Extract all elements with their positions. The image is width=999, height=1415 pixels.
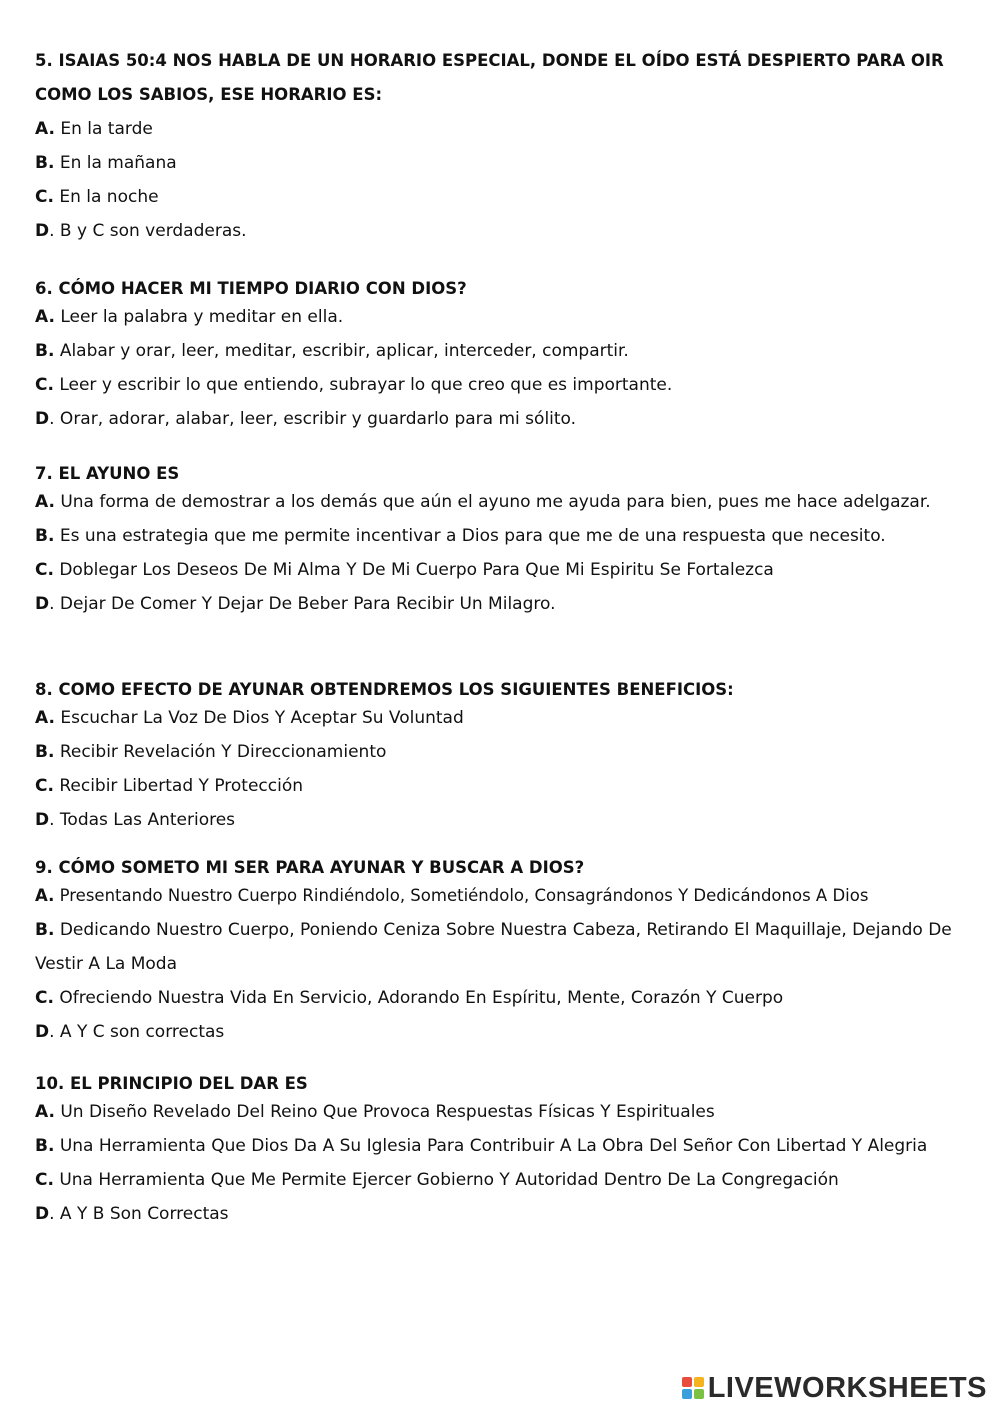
option-c[interactable]: C. Recibir Libertad Y Protección (35, 776, 304, 796)
option-c[interactable]: C. Doblegar Los Deseos De Mi Alma Y De Mi Cuerpo Para Que Mi Espiritu Se Fortalezca (35, 560, 774, 580)
option-a[interactable]: A. Un Diseño Revelado Del Reino Que Provoca Respuestas Físicas Y Espirituales (35, 1102, 715, 1122)
option-d[interactable]: D. Todas Las Anteriores (35, 810, 236, 830)
question-6 (35, 278, 975, 436)
question-10 (35, 1073, 975, 1231)
option-b[interactable]: B. Recibir Revelación Y Direccionamiento (35, 742, 387, 762)
option-c[interactable]: C. Leer y escribir lo que entiendo, subrayar lo que creo que es importante. (35, 375, 673, 395)
option-a[interactable]: A. Presentando Nuestro Cuerpo Rindiéndolo, Sometiéndolo, Consagrándonos Y Dedicándonos A Dios (35, 886, 869, 905)
question-title: 9. CÓMO SOMETO MI SER PARA AYUNAR Y BUSCAR A DIOS? (35, 858, 585, 877)
option-c[interactable]: C. Una Herramienta Que Me Permite Ejercer Gobierno Y Autoridad Dentro De La Congregación (35, 1170, 839, 1190)
question-8 (35, 679, 975, 837)
option-d[interactable]: D. A Y C son correctas (35, 1022, 225, 1042)
option-b[interactable]: B. En la mañana (35, 153, 177, 173)
option-c[interactable]: C. Ofreciendo Nuestra Vida En Servicio, Adorando En Espíritu, Mente, Corazón Y Cuerpo (35, 988, 784, 1008)
question-7 (35, 463, 975, 621)
logo-blocks-icon (682, 1377, 704, 1399)
logo-block (682, 1377, 692, 1387)
question-title: 6. CÓMO HACER MI TIEMPO DIARIO CON DIOS? (35, 279, 467, 298)
question-title: 5. ISAIAS 50:4 NOS HABLA DE UN HORARIO ESPECIAL, DONDE EL OÍDO ESTÁ DESPIERTO PARA OIR COMO LOS SABIOS, ESE HORARIO ES: (35, 51, 944, 104)
question-title: 10. EL PRINCIPIO DEL DAR ES (35, 1074, 308, 1093)
option-a[interactable]: A. Leer la palabra y meditar en ella. (35, 307, 344, 327)
question-5 (35, 44, 975, 248)
logo-block (682, 1389, 692, 1399)
option-a[interactable]: A. Escuchar La Voz De Dios Y Aceptar Su Voluntad (35, 708, 464, 728)
liveworksheets-logo[interactable] (682, 1373, 987, 1403)
logo-text: LIVEWORKSHEETS (707, 1371, 987, 1404)
option-d[interactable]: D. Orar, adorar, alabar, leer, escribir y guardarlo para mi sólito. (35, 409, 577, 429)
option-b[interactable]: B. Dedicando Nuestro Cuerpo, Poniendo Ceniza Sobre Nuestra Cabeza, Retirando El Maquillaje, Dejando De Vestir A La Moda (35, 920, 952, 974)
question-title: 8. COMO EFECTO DE AYUNAR OBTENDREMOS LOS SIGUIENTES BENEFICIOS: (35, 680, 734, 699)
logo-block (694, 1389, 704, 1399)
question-9 (35, 857, 975, 1049)
option-b[interactable]: B. Alabar y orar, leer, meditar, escribir, aplicar, interceder, compartir. (35, 341, 629, 361)
option-c[interactable]: C. En la noche (35, 187, 159, 207)
option-a[interactable]: A. En la tarde (35, 119, 153, 139)
option-b[interactable]: B. Es una estrategia que me permite incentivar a Dios para que me de una respuesta que necesito. (35, 526, 886, 546)
option-b[interactable]: B. Una Herramienta Que Dios Da A Su Iglesia Para Contribuir A La Obra Del Señor Con Libertad Y Alegria (35, 1136, 928, 1156)
question-title: 7. EL AYUNO ES (35, 464, 180, 483)
option-a[interactable]: A. Una forma de demostrar a los demás que aún el ayuno me ayuda para bien, pues me hace adelgazar. (35, 492, 931, 512)
option-d[interactable]: D. Dejar De Comer Y Dejar De Beber Para Recibir Un Milagro. (35, 594, 556, 614)
option-d[interactable]: D. A Y B Son Correctas (35, 1204, 229, 1224)
logo-block (694, 1377, 704, 1387)
option-d[interactable]: D. B y C son verdaderas. (35, 221, 247, 241)
